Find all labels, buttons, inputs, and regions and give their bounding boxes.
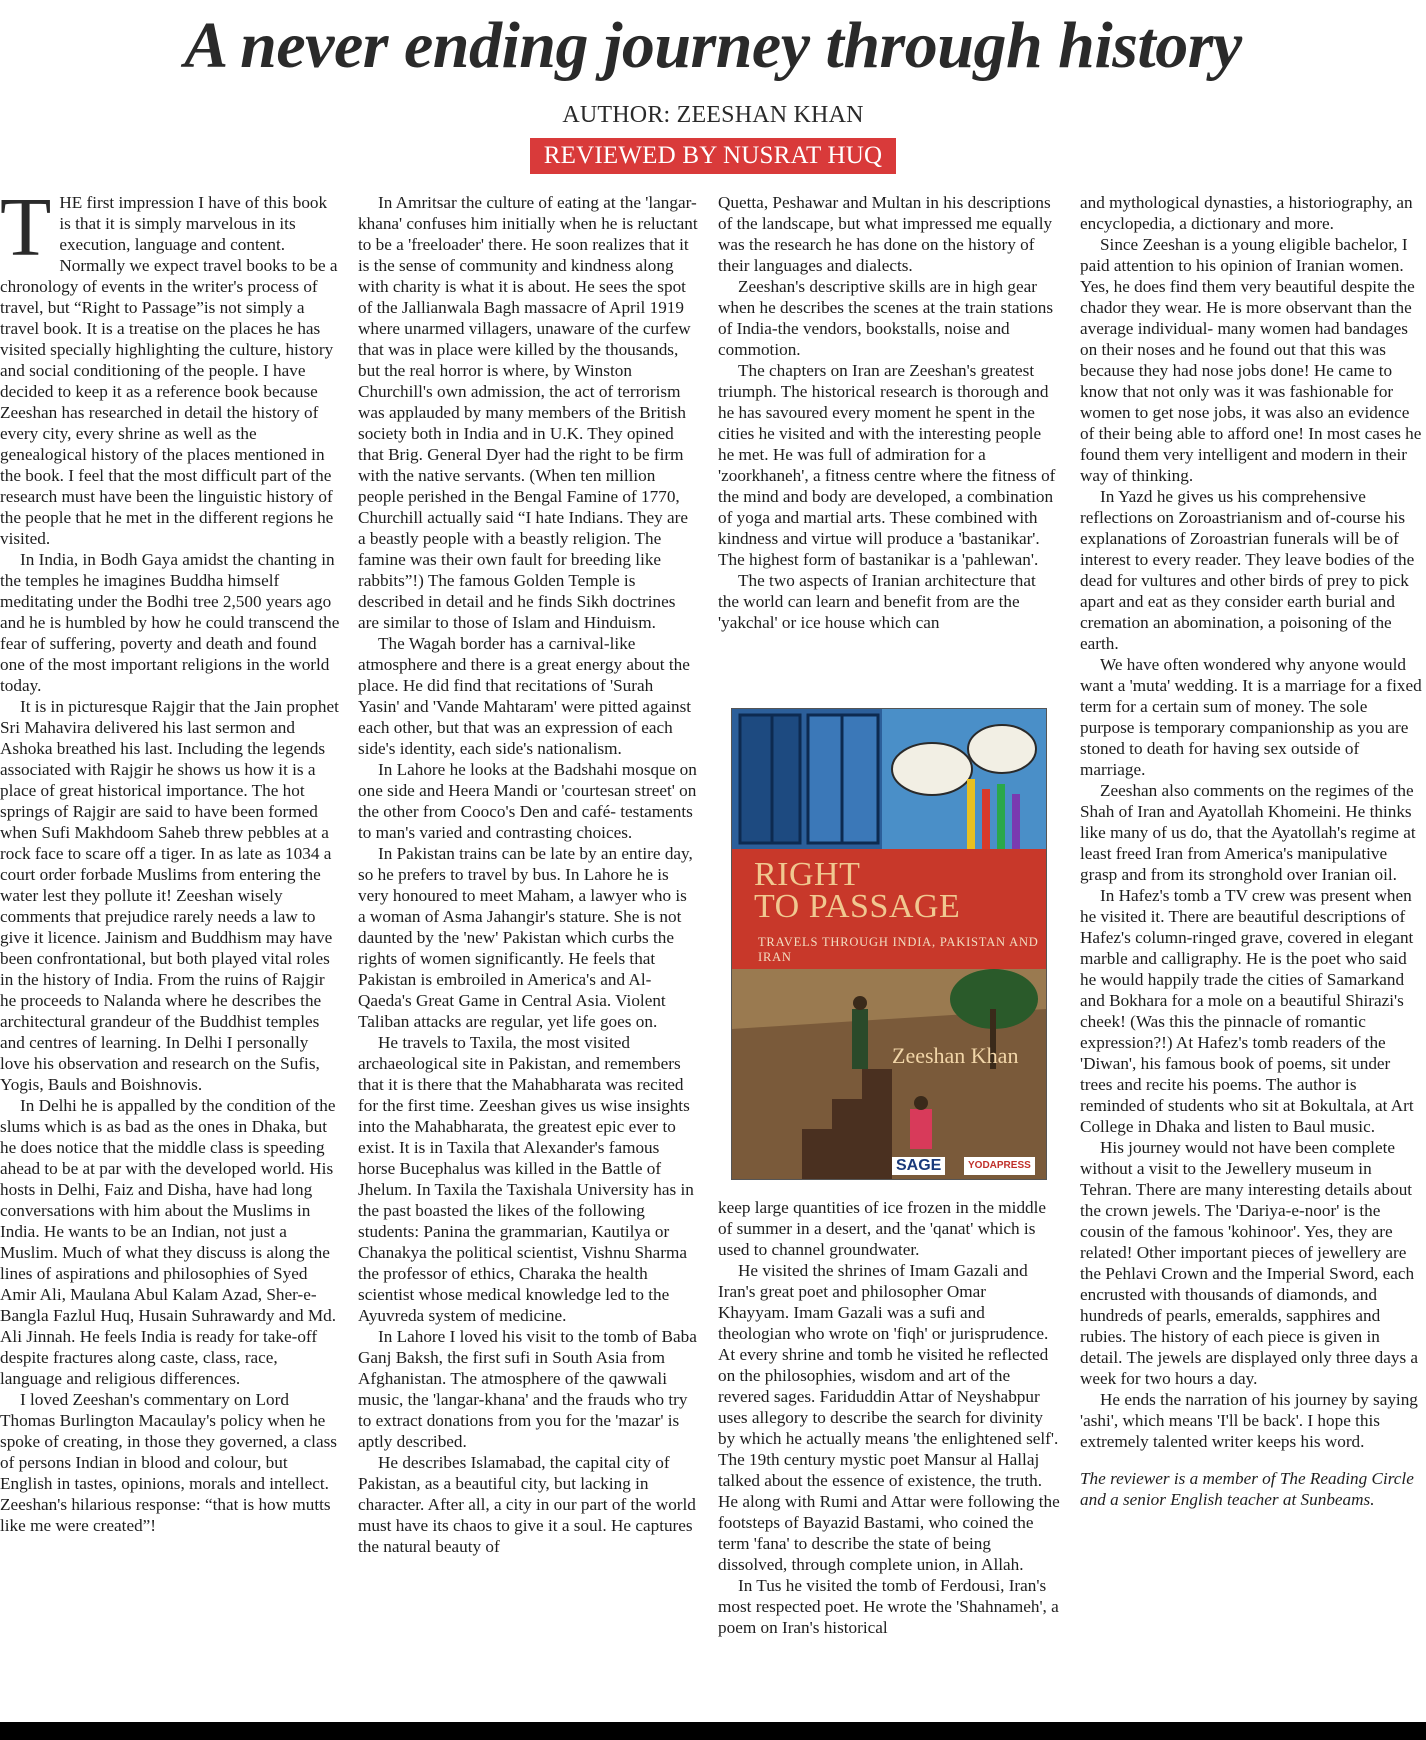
paragraph: Since Zeeshan is a young eligible bachelor, I paid attention to his opinion of Iranian women. Yes, he does find them very beautiful despite the chador they wear. He is more observant than the average individual- many women had bandages on their noses and he found out that this was because they had nose jobs done! He came to know that not only was it was fashionable for women to get nose jobs, it was also an evidence of their being able to afford one! In most cases he found them very intelligent and modern in their way of thinking.: [1080, 235, 1422, 485]
paragraph: Quetta, Peshawar and Multan in his descriptions of the landscape, but what impressed me equally was the research he has done on the history of their languages and dialects.: [718, 193, 1053, 275]
column-2: [358, 192, 698, 1722]
paragraph: We have often wondered why anyone would want a 'muta' wedding. It is a marriage for a fixed term for a certain sum of money. The sole purpose is temporary companionship as you are stoned to death for having sex outside of marriage.: [1080, 655, 1422, 779]
paragraph: In Yazd he gives us his comprehensive reflections on Zoroastrianism and of-course his explanations of Zoroastrian funerals will be of interest to every reader. They leave bodies of the dead for vultures and other birds of prey to pick apart and eat as they consider earth burial and cremation an abomination, a poisoning of the earth.: [1080, 487, 1415, 653]
cover-title-line: TO PASSAGE: [754, 888, 961, 925]
paragraph: The chapters on Iran are Zeeshan's greatest triumph. The historical research is thorough and he has savoured every moment he spent in the cities he visited and with the interesting people he met. He was full of admiration for a 'zoorkhaneh', a fitness centre where the fitness of the mind and body are developed, a combination of yoga and martial arts. These combined with kindness and virtue will produce a 'bastanikar'. The highest form of bastanikar is a 'pahlewan'.: [718, 361, 1056, 569]
paragraph: He travels to Taxila, the most visited archaeological site in Pakistan, and remembers that it is there that the Mahabharata was recited for the first time. Zeeshan gives us wise insights into the Mahabharata, the greatest epic ever to exist. It is in Taxila that Alexander's famous horse Bucephalus was killed in the Battle of Jhelum. In Taxila the Taxishala University has in the past boasted the likes of the following students: Panina the grammarian, Kautilya or Chanakya the political scientist, Vishnu Sharma the professor of ethics, Charaka the health scientist whose medical knowledge led to the Ayuvreda system of medicine.: [358, 1033, 694, 1325]
paragraph: keep large quantities of ice frozen in the middle of summer in a desert, and the 'qanat' which is used to channel groundwater.: [718, 1198, 1047, 1259]
paragraph: He ends the narration of his journey by saying 'ashi', which means 'I'll be back'. I hope this extremely talented writer keeps his word.: [1080, 1390, 1418, 1451]
paragraph: In India, in Bodh Gaya amidst the chanting in the temples he imagines Buddha himself meditating under the Bodhi tree 2,500 years ago and he is humbled by how he could transcend the fear of suffering, poverty and death and found one of the most important religions in the world today.: [0, 550, 340, 695]
cover-subtitle: TRAVELS THROUGH INDIA, PAKISTAN AND IRAN: [758, 935, 1039, 964]
paragraph: In Amritsar the culture of eating at the 'langar- khana' confuses him initially when he is reluctant to be a 'freeloader' there. He soon realizes that it is the sense of community and kindness along with charity is what it is about. He sees the spot of the Jallianwala Bagh massacre of April 1919 where unarmed villagers, unaware of the curfew that was in place were killed by the thousands, but the real horror is where, by Winston Churchill's own admission, the act of terrorism was applauded by many members of the British society both in India and in U.K. They opined that Brig. General Dyer had the right to be firm with the native servants. (When ten million people perished in the Bengal Famine of 1770, Churchill actually said “I hate Indians. They are a beastly people with a beastly religion. The famine was their own fault for breeding like rabbits”!) The famous Golden Temple is described in detail and he finds Sikh doctrines are similar to those of Islam and Hinduism.: [358, 193, 698, 632]
paragraph: I loved Zeeshan's commentary on Lord Thomas Burlington Macaulay's policy when he spoke of creating, in those they governed, a class of persons Indian in blood and colour, but English in tastes, opinions, morals and intellect. Zeeshan's hilarious response: “that is how mutts like me were created”!: [0, 1390, 337, 1535]
paragraph: In Pakistan trains can be late by an entire day, so he prefers to travel by bus. In Lahore he is very honoured to meet Maham, a lawyer who is a woman of Asma Jahangir's stature. She is not daunted by the 'new' Pakistan which curbs the rights of women significantly. He feels that Pakistan is embroiled in America's and Al-Qaeda's Great Game in Central Asia. Violent Taliban attacks are regular, yet life goes on.: [358, 844, 693, 1031]
column-4: [1080, 192, 1422, 1722]
cover-author: Zeeshan Khan: [892, 1043, 1019, 1068]
headline: A never ending journey through history: [184, 9, 1242, 82]
paragraph: [0, 192, 340, 549]
paragraph: He describes Islamabad, the capital city of Pakistan, as a beautiful city, but lacking in character. After all, a city in our part of the world must have its chaos to give it a soul. He captures the natural beauty of: [358, 1453, 696, 1556]
paragraph: In Delhi he is appalled by the condition of the slums which is as bad as the ones in Dhaka, but he does notice that the middle class is speeding ahead to be at par with the developed world. His hosts in Delhi, Faiz and Disha, have had long conversations with him about the Muslims in India. He wants to be an Indian, not just a Muslim. Much of what they discuss is along the lines of aspirations and philosophies of Syed Amir Ali, Maulana Abul Kalam Azad, Sher-e-Bangla Fazlul Huq, Husain Suhrawardy and Md. Ali Jinnah. He feels India is ready for take-off despite fractures along caste, class, race, language and religious differences.: [0, 1096, 337, 1388]
paragraph: His journey would not have been complete without a visit to the Jewellery museum in Tehran. There are many interesting details about the crown jewels. The 'Dariya-e-noor' is the cousin of the famous 'kohinoor'. Yes, they are related! Other important pieces of jewellery are the Pehlavi Crown and the Imperial Sword, each encrusted with thousands of diamonds, and hundreds of pearls, emeralds, sapphires and rubies. The history of each piece is given in detail. The jewels are displayed only three days a week for two hours a day.: [1080, 1138, 1419, 1388]
column-1: [0, 192, 340, 1722]
drop-cap: T: [0, 192, 52, 274]
paragraph: It is in picturesque Rajgir that the Jain prophet Sri Mahavira delivered his last sermon and Ashoka breathed his last. Including the legends associated with Rajgir he shows us how it is a place of great historical importance. The hot springs of Rajgir are said to have been formed when Sufi Makhdoom Saheb threw pebbles at a rock face to scare off a tiger. In as late as 1034 a court order forbade Muslims from entering the water lest they pollute it! Zeeshan wisely comments that prejudice rarely needs a law to give it licence. Jainism and Buddhism may have been confrontational, but both played vital roles in the history of India. From the ruins of Rajgir he proceeds to Nalanda where he describes the architectural grandeur of the Buddhist temples and centres of learning. In Delhi I personally love his observation and research on the Sufis, Yogis, Bauls and Boishnovis.: [0, 697, 339, 1094]
paragraph: In Lahore I loved his visit to the tomb of Baba Ganj Baksh, the first sufi in South Asia from Afghanistan. The atmosphere of the qawwali music, the 'langar-khana' and the frauds who try to extract donations from you for the 'mazar' is aptly described.: [358, 1327, 697, 1451]
publisher-logo: SAGE: [892, 1157, 945, 1175]
column-3-top: [718, 192, 1060, 696]
paragraph: The two aspects of Iranian architecture that the world can learn and benefit from are the 'yakchal' or ice house which can: [718, 571, 1036, 632]
reviewer-note: The reviewer is a member of The Reading Circle and a senior English teacher at Sunbeams.: [1080, 1469, 1414, 1509]
paragraph: In Tus he visited the tomb of Ferdousi, Iran's most respected poet. He wrote the 'Shahnameh', a poem on Iran's historical: [718, 1576, 1059, 1637]
author-line: AUTHOR: ZEESHAN KHAN: [562, 102, 864, 128]
publisher-logo: YODAPRESS: [964, 1157, 1035, 1175]
paragraph: In Hafez's tomb a TV crew was present when he visited it. There are beautiful descriptions of Hafez's column-ringed grave, covered in elegant marble and calligraphy. He is the poet who said he would happily trade the cities of Samarkand and Bokhara for a mole on a beautiful Shirazi's cheek! (Was this the pinnacle of romantic expression?!) At Hafez's tomb readers of the 'Diwan', his famous book of poems, sit under trees and recite his poems. The author is reminded of students who sit at Bokultala, at Art College in Dhaka and listen to Baul music.: [1080, 886, 1414, 1136]
bottom-bar: [0, 1722, 1426, 1740]
cover-title-line: RIGHT: [754, 856, 861, 893]
paragraph-text: HE first impression I have of this book is that it is simply marvelous in its execution, language and content. Normally we expect travel books to be a chronology of events in the writer's process of travel, but “Right to Passage”is not simply a travel book. It is a treatise on the places he has visited specially highlighting the culture, history and social conditioning of the people. I have decided to keep it as a reference book because Zeeshan has researched in detail the history of every city, every shrine as well as the genealogical history of the places mentioned in the book. I feel that the most difficult part of the research must have been the linguistic history of the people that he met in the different regions he visited.: [0, 193, 338, 548]
paragraph: He visited the shrines of Imam Gazali and Iran's great poet and philosopher Omar Khayyam. Imam Gazali was a sufi and theologian who wrote on 'fiqh' or jurisprudence. At every shrine and tomb he visited he reflected on the philosophies, wisdom and art of the revered sages. Fariduddin Attar of Neyshabpur uses allegory to describe the search for divinity by which he actually means 'the enlightened self'. The 19th century mystic poet Mansur al Hallaj talked about the essence of existence, the truth. He along with Rumi and Attar were following the footsteps of Bayazid Bastami, who coined the term 'fana' to describe the state of being dissolved, through complete union, in Allah.: [718, 1261, 1060, 1574]
paragraph: In Lahore he looks at the Badshahi mosque on one side and Heera Mandi or 'courtesan street' on the other from Cooco's Den and café- testaments to man's varied and contrasting choices.: [358, 760, 697, 842]
reviewer-label: REVIEWED BY NUSRAT HUQ: [530, 138, 896, 174]
paragraph: and mythological dynasties, a historiography, an encyclopedia, a dictionary and more.: [1080, 193, 1413, 233]
book-cover-image: [731, 708, 1047, 1180]
paragraph: The Wagah border has a carnival-like atmosphere and there is a great energy about the place. He did find that recitations of 'Surah Yasin' and 'Vande Mahtaram' were pitted against each other, but that was an expression of each side's identity, each side's nationalism.: [358, 634, 692, 758]
cover-title: [754, 856, 961, 925]
reviewer-banner: [0, 138, 1426, 174]
paragraph: Zeeshan also comments on the regimes of the Shah of Iran and Ayatollah Khomeini. He thinks like many of us do, that the Ayatollah's regime at least freed Iran from America's manipulative grasp and from its stronghold over Iranian oil.: [1080, 781, 1416, 884]
column-3-bottom: [718, 1197, 1060, 1722]
paragraph: Zeeshan's descriptive skills are in high gear when he describes the scenes at the train stations of India-the vendors, bookstalls, noise and commotion.: [718, 277, 1054, 359]
